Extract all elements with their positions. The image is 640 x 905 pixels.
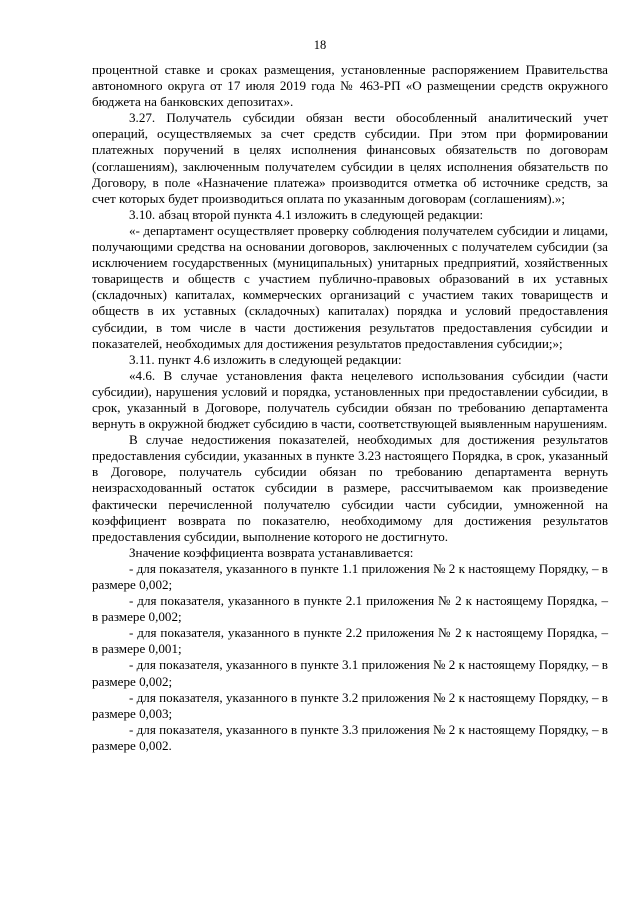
paragraph-coefficient-intro: Значение коэффициента возврата устанавливается: <box>129 544 414 560</box>
paragraph-continuation: процентной ставке и сроках размещения, установленные распоряжением Правительства автономного округа от 17 июля 2019 года № 463-РП «О размещении средств окружного бюджета на банковских депозитах». <box>92 62 608 110</box>
paragraph-department-check: «- департамент осуществляет проверку соблюдения получателем субсидии и лицами, получающими средства на основании договоров, заключенных с получателем субсидии (за исключением государственных (муниципальных) унитарных предприятий, хозяйственных товариществ и обществ с участием публично-правовых образований в их уставных (складочных) капиталах, коммерческих организаций с участием таких товариществ и обществ в их уставных (складочных) капиталах) порядка и условий предоставления субсидии, в том числе в части достижения результатов предоставления субсидии и показателей, необходимых для достижения результатов предоставления субсидии;»; <box>92 222 608 351</box>
paragraph-non-achievement: В случае недостижения показателей, необходимых для достижения результатов предоставления субсидии, указанных в пункте 3.23 настоящего Порядка, в срок, указанный в Договоре, получатель субсидии обязан по требованию департамента вернуть неизрасходованный остаток субсидии в размере, рассчитываемом как произведение фактически перечисленной получателю субсидии части субсидии, умноженной на коэффициент возврата по показателю, необходимому для достижения результатов предоставления субсидии, выполнение которого не достигнуто. <box>92 432 608 544</box>
paragraph-3-11: 3.11. пункт 4.6 изложить в следующей редакции: <box>129 351 402 367</box>
paragraph-4-6: «4.6. В случае установления факта нецелевого использования субсидии (части субсидии), нарушения условий и порядка, установленных при предоставлении субсидии, в срок, указанный в Договоре, получатель субсидии обязан по требованию департамента вернуть в окружной бюджет субсидию в части, соответствующей выявленным нарушениям. <box>92 367 608 432</box>
list-item-coefficient: - для показателя, указанного в пункте 3.2 приложения № 2 к настоящему Порядку, – в размере 0,003; <box>92 689 608 721</box>
paragraph-3-10: 3.10. абзац второй пункта 4.1 изложить в следующей редакции: <box>129 206 484 222</box>
list-item-coefficient: - для показателя, указанного в пункте 1.1 приложения № 2 к настоящему Порядку, – в размере 0,002; <box>92 560 608 592</box>
list-item-coefficient: - для показателя, указанного в пункте 2.2 приложения № 2 к настоящему Порядка, – в размере 0,001; <box>92 625 608 657</box>
paragraph-3-27: 3.27. Получатель субсидии обязан вести обособленный аналитический учет операций, осуществляемых за счет средств субсидии. При этом при формировании платежных поручений в целях исполнения финансовых обязательств по договорам (соглашениям), заключенным получателем субсидии в целях исполнения обязательств по Договору, в поле «Назначение платежа» производится отметка об источнике средств, за счет которых будет производиться оплата по указанным договорам (соглашениям).»; <box>92 110 608 206</box>
list-item-coefficient: - для показателя, указанного в пункте 3.3 приложения № 2 к настоящему Порядку, – в размере 0,002. <box>92 721 608 753</box>
list-item-coefficient: - для показателя, указанного в пункте 3.1 приложения № 2 к настоящему Порядку, – в размере 0,002; <box>92 657 608 689</box>
list-item-coefficient: - для показателя, указанного в пункте 2.1 приложения № 2 к настоящему Порядка, – в размере 0,002; <box>92 593 608 625</box>
page-number: 18 <box>313 38 327 52</box>
document-body <box>92 62 608 754</box>
